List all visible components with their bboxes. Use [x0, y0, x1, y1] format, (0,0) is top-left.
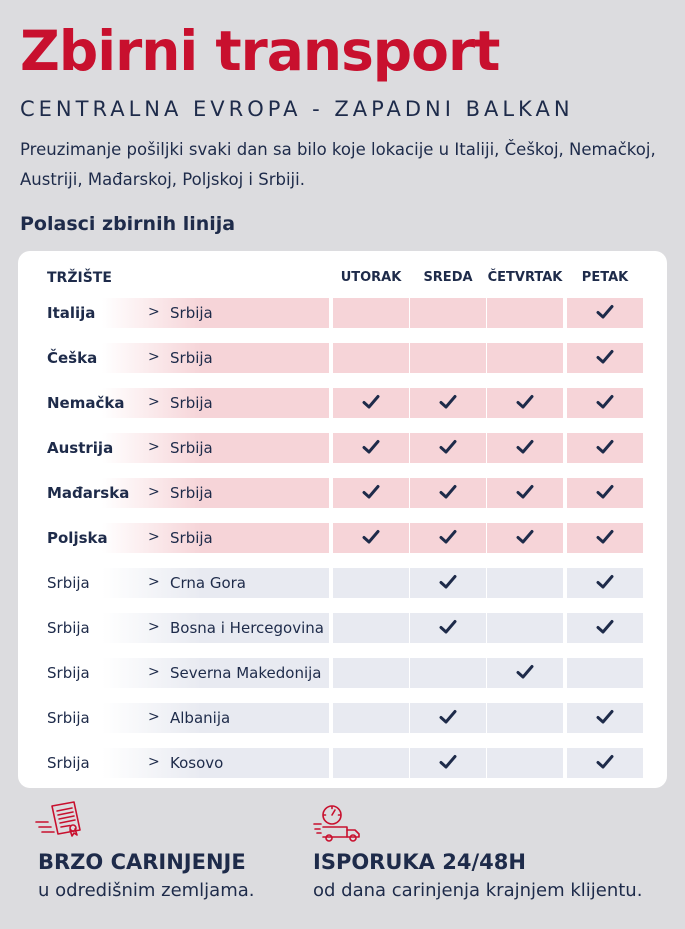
day-cell-thursday — [487, 613, 563, 643]
route-arrow: > — [148, 619, 160, 635]
route-arrow: > — [148, 664, 160, 680]
day-cell-wednesday — [410, 748, 486, 778]
route-origin: Srbija — [47, 664, 90, 682]
checkmark-icon — [516, 394, 534, 410]
checkmark-icon — [439, 439, 457, 455]
feature-customs-text: u odredišnim zemljama. — [38, 880, 255, 901]
fast-delivery-truck-icon — [313, 803, 365, 843]
table-row — [18, 748, 667, 778]
day-cell-friday — [567, 343, 643, 373]
day-cell-thursday — [487, 703, 563, 733]
route-origin: Italija — [47, 304, 96, 322]
day-cell-wednesday — [410, 568, 486, 598]
checkmark-icon — [596, 349, 614, 365]
route-cell — [32, 388, 329, 418]
route-cell — [32, 703, 329, 733]
route-origin: Srbija — [47, 754, 90, 772]
day-cell-wednesday — [410, 613, 486, 643]
checkmark-icon — [362, 484, 380, 500]
feature-customs-title: BRZO CARINJENJE — [38, 850, 246, 874]
table-row — [18, 568, 667, 598]
table-row — [18, 433, 667, 463]
route-origin: Austrija — [47, 439, 114, 457]
day-cell-thursday — [487, 478, 563, 508]
checkmark-icon — [439, 394, 457, 410]
route-cell — [32, 523, 329, 553]
route-origin: Češka — [47, 349, 98, 367]
day-cell-friday — [567, 388, 643, 418]
checkmark-icon — [596, 439, 614, 455]
route-destination: Srbija — [170, 484, 213, 502]
checkmark-icon — [596, 574, 614, 590]
route-origin: Nemačka — [47, 394, 125, 412]
day-cell-tuesday — [333, 523, 409, 553]
route-destination: Srbija — [170, 529, 213, 547]
day-cell-tuesday — [333, 748, 409, 778]
checkmark-icon — [516, 529, 534, 545]
route-arrow: > — [148, 484, 160, 500]
checkmark-icon — [439, 529, 457, 545]
table-row — [18, 613, 667, 643]
day-cell-wednesday — [410, 658, 486, 688]
route-cell — [32, 748, 329, 778]
day-cell-friday — [567, 478, 643, 508]
route-arrow: > — [148, 439, 160, 455]
day-cell-thursday — [487, 388, 563, 418]
checkmark-icon — [439, 709, 457, 725]
route-arrow: > — [148, 304, 160, 320]
route-destination: Srbija — [170, 349, 213, 367]
day-cell-thursday — [487, 568, 563, 598]
checkmark-icon — [362, 394, 380, 410]
route-destination: Bosna i Hercegovina — [170, 619, 324, 637]
checkmark-icon — [439, 619, 457, 635]
day-cell-tuesday — [333, 568, 409, 598]
customs-document-icon — [34, 800, 84, 844]
route-origin: Srbija — [47, 574, 90, 592]
route-origin: Srbija — [47, 709, 90, 727]
route-cell — [32, 658, 329, 688]
day-cell-friday — [567, 568, 643, 598]
day-cell-thursday — [487, 748, 563, 778]
checkmark-icon — [596, 754, 614, 770]
day-cell-friday — [567, 658, 643, 688]
day-cell-wednesday — [410, 388, 486, 418]
schedule-section-title: Polasci zbirnih linija — [20, 213, 236, 235]
route-destination: Severna Makedonija — [170, 664, 322, 682]
day-cell-tuesday — [333, 433, 409, 463]
table-row — [18, 478, 667, 508]
day-header-friday: PETAK — [581, 270, 629, 285]
page-description: Preuzimanje pošiljki svaki dan sa bilo koje lokacije u Italiji, Češkoj, Nemačkoj, Austriji, Mađarskoj, Poljskoj i Srbiji. — [20, 140, 656, 189]
route-destination: Srbija — [170, 394, 213, 412]
day-cell-friday — [567, 523, 643, 553]
schedule-table — [18, 251, 667, 788]
table-row — [18, 343, 667, 373]
checkmark-icon — [596, 394, 614, 410]
route-cell — [32, 298, 329, 328]
day-cell-wednesday — [410, 343, 486, 373]
day-header-wednesday: SREDA — [423, 270, 473, 285]
feature-delivery-text: od dana carinjenja krajnjem klijentu. — [313, 880, 643, 901]
day-cell-tuesday — [333, 388, 409, 418]
day-cell-friday — [567, 613, 643, 643]
route-destination: Albanija — [170, 709, 231, 727]
page-subtitle: CENTRALNA EVROPA - ZAPADNI BALKAN — [20, 97, 574, 121]
checkmark-icon — [439, 754, 457, 770]
checkmark-icon — [362, 439, 380, 455]
day-cell-tuesday — [333, 658, 409, 688]
checkmark-icon — [596, 709, 614, 725]
checkmark-icon — [596, 619, 614, 635]
route-arrow: > — [148, 349, 160, 365]
table-row — [18, 523, 667, 553]
route-cell — [32, 343, 329, 373]
checkmark-icon — [596, 529, 614, 545]
day-cell-tuesday — [333, 613, 409, 643]
day-cell-wednesday — [410, 523, 486, 553]
route-cell — [32, 478, 329, 508]
feature-delivery-title: ISPORUKA 24/48H — [313, 850, 526, 874]
route-cell — [32, 433, 329, 463]
route-cell — [32, 613, 329, 643]
day-cell-thursday — [487, 343, 563, 373]
route-arrow: > — [148, 394, 160, 410]
route-origin: Srbija — [47, 619, 90, 637]
day-cell-friday — [567, 748, 643, 778]
day-cell-wednesday — [410, 478, 486, 508]
day-cell-thursday — [487, 433, 563, 463]
day-cell-tuesday — [333, 703, 409, 733]
day-cell-thursday — [487, 658, 563, 688]
checkmark-icon — [596, 304, 614, 320]
checkmark-icon — [362, 529, 380, 545]
day-cell-wednesday — [410, 433, 486, 463]
route-arrow: > — [148, 529, 160, 545]
day-header-tuesday: UTORAK — [340, 270, 402, 285]
table-row — [18, 298, 667, 328]
route-destination: Crna Gora — [170, 574, 247, 592]
checkmark-icon — [516, 439, 534, 455]
day-cell-thursday — [487, 298, 563, 328]
route-destination: Srbija — [170, 439, 213, 457]
route-origin: Mađarska — [47, 484, 130, 502]
checkmark-icon — [516, 484, 534, 500]
route-arrow: > — [148, 754, 160, 770]
day-header-thursday: ČETVRTAK — [487, 270, 563, 285]
route-destination: Srbija — [170, 304, 213, 322]
route-destination: Kosovo — [170, 754, 224, 772]
checkmark-icon — [439, 574, 457, 590]
day-cell-tuesday — [333, 343, 409, 373]
day-cell-wednesday — [410, 298, 486, 328]
day-cell-friday — [567, 298, 643, 328]
market-column-header: TRŽIŠTE — [47, 270, 112, 286]
page-title: Zbirni transport — [20, 19, 500, 83]
table-row — [18, 703, 667, 733]
table-row — [18, 388, 667, 418]
day-cell-wednesday — [410, 703, 486, 733]
day-cell-friday — [567, 703, 643, 733]
day-cell-tuesday — [333, 478, 409, 508]
checkmark-icon — [596, 484, 614, 500]
checkmark-icon — [516, 664, 534, 680]
checkmark-icon — [439, 484, 457, 500]
table-row — [18, 658, 667, 688]
route-cell — [32, 568, 329, 598]
day-cell-tuesday — [333, 298, 409, 328]
route-arrow: > — [148, 574, 160, 590]
route-arrow: > — [148, 709, 160, 725]
route-origin: Poljska — [47, 529, 108, 547]
day-cell-thursday — [487, 523, 563, 553]
day-cell-friday — [567, 433, 643, 463]
